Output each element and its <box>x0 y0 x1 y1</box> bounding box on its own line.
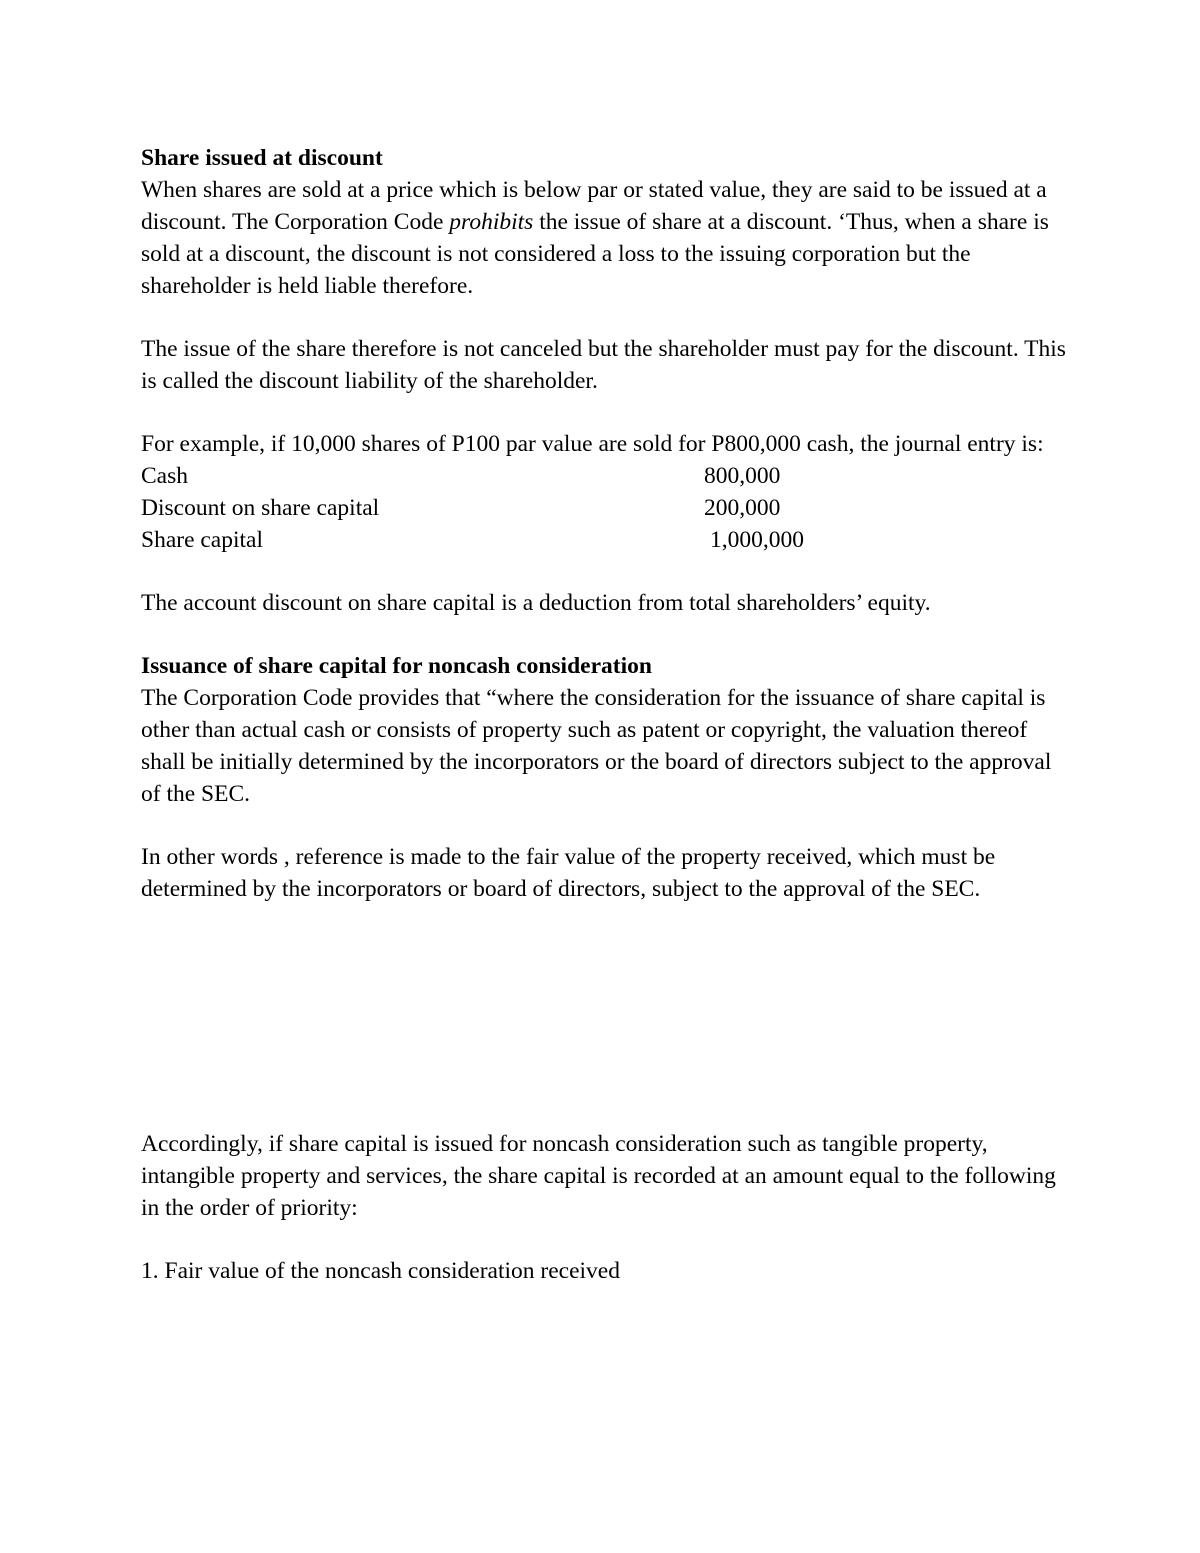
heading-share-issued-at-discount: Share issued at discount <box>141 145 383 171</box>
paragraph-example: For example, if 10,000 shares of P100 par value are sold for P800,000 cash, the journal entry is: <box>141 431 1044 457</box>
paragraph-corporation-code: The Corporation Code provides that “where the consideration for the issuance of share capital is other than actual cash or consists of property such as patent or copyright, the valuation thereof shall be initially determined by the incorporators or the board of directors subject to the approval of the SEC. <box>141 685 1052 807</box>
paragraph-discount-definition <box>141 174 1071 302</box>
spacer <box>141 619 1071 650</box>
journal-account: Share capital <box>141 527 264 553</box>
journal-row-discount <box>141 492 1071 524</box>
paragraph-order-of-priority: Accordingly, if share capital is issued for noncash consideration such as tangible property, intangible property and services, the share capital is recorded at an amount equal to the following in the order of priority: <box>141 1131 1056 1221</box>
journal-account: Discount on share capital <box>141 495 380 521</box>
journal-row-cash <box>141 460 1071 492</box>
spacer <box>141 556 1071 587</box>
emphasis-prohibits: prohibits <box>449 209 534 235</box>
heading-noncash-consideration: Issuance of share capital for noncash consideration <box>141 653 652 679</box>
journal-row-share-capital <box>141 524 1071 556</box>
spacer <box>141 810 1071 841</box>
paragraph-discount-deduction: The account discount on share capital is a deduction from total shareholders’ equity. <box>141 590 931 616</box>
spacer <box>141 1224 1071 1255</box>
journal-entry <box>141 460 1071 556</box>
paragraph-text: When shares are sold at a price which is below par or stated value, they are said to be issued at a discount. The Corporation Code <box>141 177 1047 235</box>
journal-amount: 800,000 <box>704 463 781 489</box>
paragraph-fair-value: In other words , reference is made to the fair value of the property received, which must be determined by the incorporators or board of directors, subject to the approval of the SEC. <box>141 844 996 902</box>
spacer <box>141 397 1071 428</box>
journal-amount: 200,000 <box>704 495 781 521</box>
journal-amount: 1,000,000 <box>710 527 804 553</box>
paragraph-text: the issue of share at a discount. ‘Thus, when a share is sold at a discount, the discount is not considered a loss to the issuing corporation but the shareholder is held liable therefore. <box>141 209 1049 299</box>
spacer <box>141 302 1071 333</box>
document-body <box>141 142 1071 1287</box>
spacer <box>141 905 1071 1128</box>
paragraph-discount-liability: The issue of the share therefore is not canceled but the shareholder must pay for the discount. This is called the discount liability of the shareholder. <box>141 336 1066 394</box>
list-item: 1. Fair value of the noncash consideration received <box>141 1258 620 1284</box>
journal-account: Cash <box>141 463 188 489</box>
